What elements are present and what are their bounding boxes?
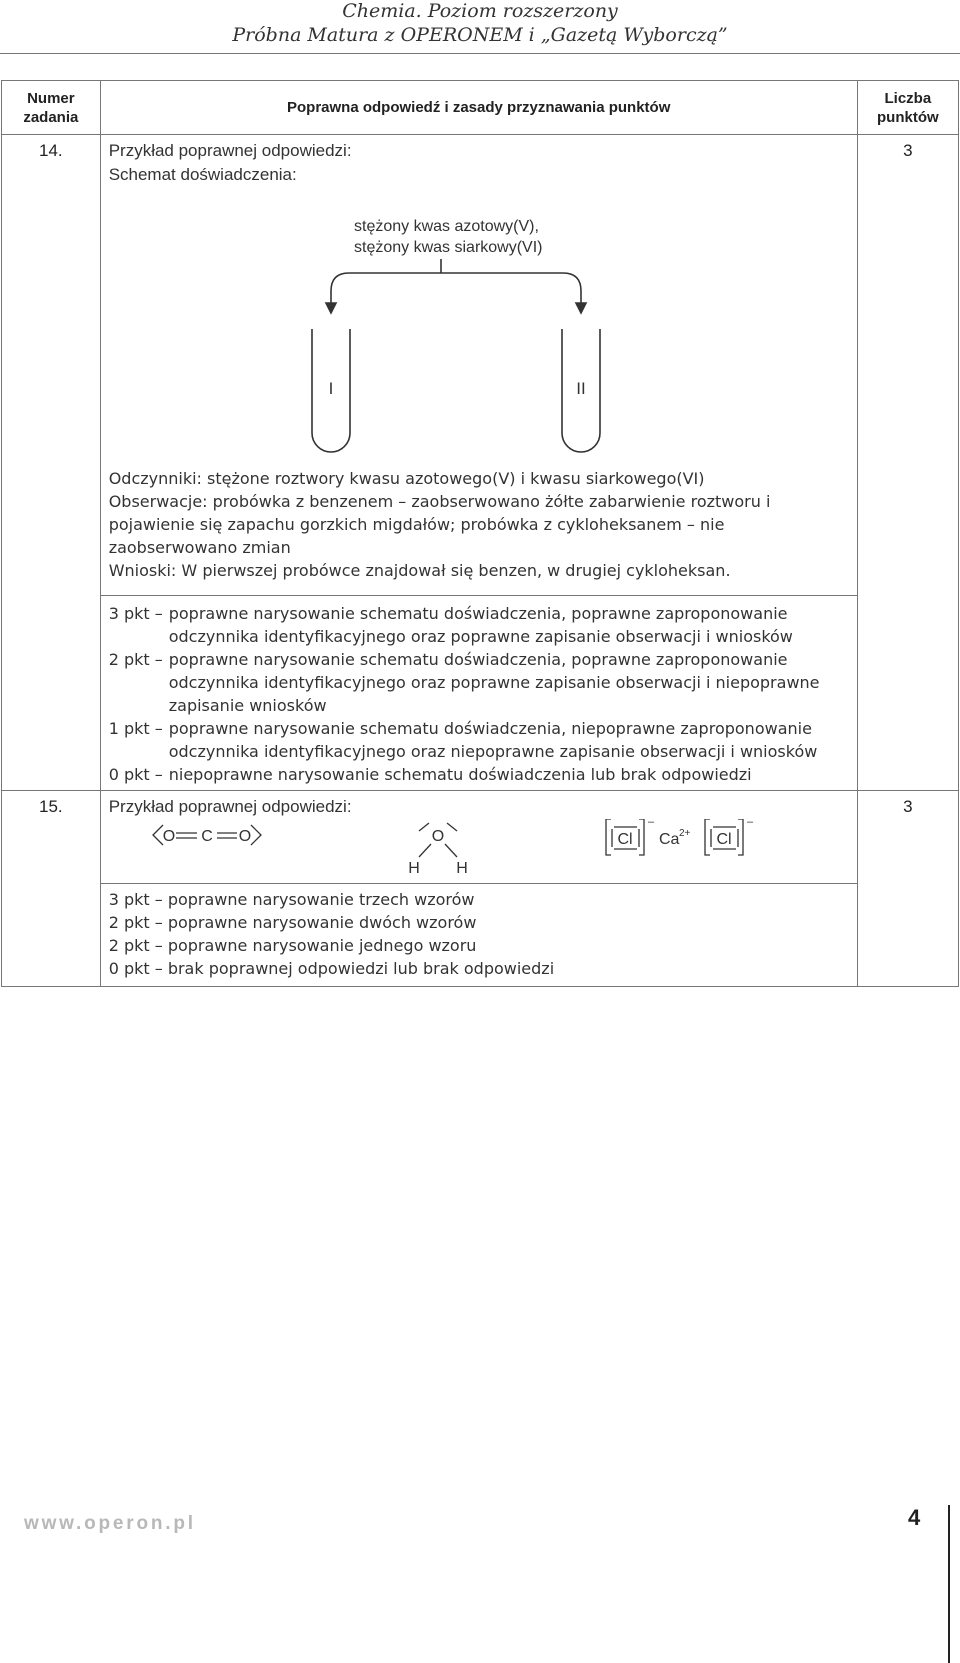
conclusions-text: Wnioski: W pierwszej probówce znajdował się benzen, w drugiej cykloheksan. xyxy=(108,561,731,580)
task-15-example-row xyxy=(2,791,959,884)
task-14-intro: Przykład poprawnej odpowiedzi: xyxy=(108,141,352,160)
reagent-arrows xyxy=(326,259,586,313)
task-14-example-row xyxy=(2,135,959,596)
task-14-criteria-row xyxy=(2,596,959,791)
criterion-3: 3 pkt – poprawne narysowanie schematu doświadczenia, poprawne zaproponowanie odczynnika identyfikacyjnego oraz poprawne zapisanie obserwacji i wniosków xyxy=(108,604,793,646)
task-14-criteria xyxy=(100,596,857,791)
col-header-points: Liczba punktów xyxy=(857,81,958,135)
reagent-label-2: stężony kwas siarkowy(VI) xyxy=(353,239,543,256)
reagent-label-1: stężony kwas azotowy(V), xyxy=(353,218,539,235)
col-header-answer: Poprawna odpowiedź i zasady przyznawania punktów xyxy=(100,81,857,135)
task-15-criteria-row xyxy=(2,884,959,987)
co2-carbon: C xyxy=(200,828,213,845)
structural-formulas xyxy=(109,819,849,879)
co2-oxygen-1: O xyxy=(162,828,175,845)
header-divider xyxy=(0,53,960,54)
page-number-bar xyxy=(948,1505,950,1663)
calcium-charge: 2+ xyxy=(678,828,691,839)
task-14-number: 14. xyxy=(2,135,101,791)
co2-oxygen-2: O xyxy=(238,828,251,845)
h2o-hydrogen-1: H xyxy=(407,860,420,877)
footer-url: www.operon.pl xyxy=(24,1513,196,1534)
chloride-2: Cl xyxy=(716,831,732,848)
task15-criterion-2a: 2 pkt – poprawne narysowanie dwóch wzorów xyxy=(108,913,477,932)
page-number: 4 xyxy=(908,1505,921,1530)
chloride-1-charge: – xyxy=(647,819,654,828)
tube-1-label: I xyxy=(328,379,334,398)
task15-criterion-3: 3 pkt – poprawne narysowanie trzech wzorów xyxy=(108,890,475,909)
criterion-2: 2 pkt – poprawne narysowanie schematu doświadczenia, poprawne zaproponowanie odczynnika identyfikacyjnego oraz poprawne zapisanie obserwacji i niepoprawne zapisanie wniosków xyxy=(108,650,820,715)
task-15-number: 15. xyxy=(2,791,101,987)
answer-key-table xyxy=(1,80,959,987)
header-subject: Chemia. Poziom rozszerzony xyxy=(342,0,618,22)
task-15-criteria xyxy=(100,884,857,987)
criterion-1: 1 pkt – poprawne narysowanie schematu doświadczenia, niepoprawne zaproponowanie odczynnika identyfikacyjnego oraz niepoprawne zapisanie obserwacji i wniosków xyxy=(108,719,818,761)
task-14-points: 3 xyxy=(857,135,958,791)
chloride-2-charge: – xyxy=(746,819,753,828)
task15-criterion-0: 0 pkt – brak poprawnej odpowiedzi lub brak odpowiedzi xyxy=(108,959,555,978)
chloride-1: Cl xyxy=(617,831,633,848)
calcium: Ca xyxy=(658,831,680,848)
reagents-text: Odczynniki: stężone roztwory kwasu azotowego(V) i kwasu siarkowego(VI) xyxy=(108,469,705,488)
table-header-row xyxy=(2,81,959,135)
task-14-scheme-label: Schemat doświadczenia: xyxy=(108,165,297,184)
task-14-example xyxy=(100,135,857,596)
task15-criterion-2b: 2 pkt – poprawne narysowanie jednego wzoru xyxy=(108,936,477,955)
experiment-scheme xyxy=(109,187,849,467)
tube-2-label: II xyxy=(575,379,586,398)
task-15-intro: Przykład poprawnej odpowiedzi: xyxy=(108,797,352,816)
criterion-0: 0 pkt – niepoprawne narysowanie schematu doświadczenia lub brak odpowiedzi xyxy=(108,765,752,784)
task-15-example xyxy=(100,791,857,884)
h2o-oxygen: O xyxy=(431,828,444,845)
col-header-number: Numer zadania xyxy=(2,81,101,135)
task-15-points: 3 xyxy=(857,791,958,987)
header-exam: Próbna Matura z OPERONEM i „Gazetą Wyborczą” xyxy=(232,24,728,46)
h2o-hydrogen-2: H xyxy=(455,860,468,877)
observations-text: Obserwacje: probówka z benzenem – zaobserwowano żółte zabarwienie roztworu i pojawienie się zapachu gorzkich migdałów; probówka z cykloheksanem – nie zaobserwowano zmian xyxy=(108,492,771,557)
